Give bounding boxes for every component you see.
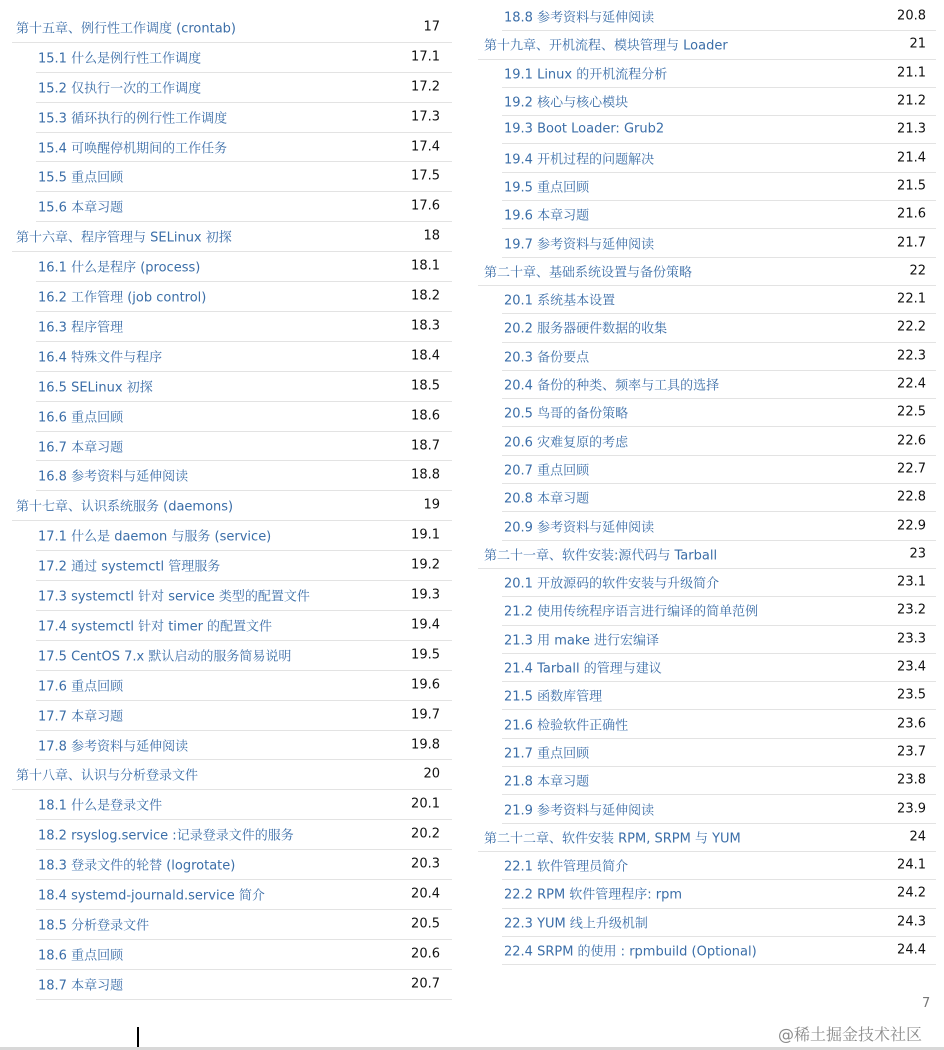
toc-section-row[interactable]	[36, 730, 452, 761]
toc-entry-title[interactable]: 20.2 服务器硬件数据的收集	[504, 321, 668, 337]
toc-entry-title[interactable]: 16.7 本章习题	[38, 440, 124, 456]
toc-entry-title[interactable]: 20.9 参考资料与延伸阅读	[504, 520, 655, 536]
toc-entry-page-number: 19.7	[411, 707, 440, 723]
toc-section-row[interactable]	[36, 670, 452, 701]
toc-entry-title[interactable]: 15.3 循环执行的例行性工作调度	[38, 111, 228, 127]
toc-section-row[interactable]	[502, 313, 936, 342]
toc-section-row[interactable]	[502, 681, 936, 710]
toc-entry-title[interactable]: 16.8 参考资料与延伸阅读	[38, 469, 189, 485]
toc-entry-page-number: 23.9	[897, 801, 926, 817]
toc-entry-title[interactable]: 第十九章、开机流程、模块管理与 Loader	[484, 38, 728, 54]
toc-section-row[interactable]	[502, 115, 936, 144]
toc-entry-page-number: 19.3	[411, 587, 440, 603]
toc-section-row[interactable]	[36, 401, 452, 432]
toc-entry-page-number: 18.1	[411, 258, 440, 274]
toc-entry-page-number: 22.2	[897, 319, 926, 335]
toc-section-row[interactable]	[36, 849, 452, 880]
toc-entry-page-number: 24.1	[897, 857, 926, 873]
toc-section-row[interactable]	[36, 879, 452, 910]
toc-section-row[interactable]	[36, 311, 452, 342]
toc-entry-page-number: 18.5	[411, 378, 440, 394]
toc-entry-title[interactable]: 15.2 仅执行一次的工作调度	[38, 81, 202, 97]
toc-entry-page-number: 21.1	[897, 65, 926, 81]
toc-entry-title[interactable]: 17.2 通过 systemctl 管理服务	[38, 559, 221, 575]
toc-entry-page-number: 20.7	[411, 976, 440, 992]
toc-entry-title[interactable]: 20.4 备份的种类、频率与工具的选择	[504, 378, 720, 394]
toc-section-row[interactable]	[502, 342, 936, 371]
toc-section-row[interactable]	[502, 596, 936, 625]
toc-entry-title[interactable]: 21.6 检验软件正确性	[504, 718, 629, 734]
toc-entry-page-number: 19.6	[411, 677, 440, 693]
toc-entry-page-number: 23.1	[897, 574, 926, 590]
toc-entry-page-number: 17.3	[411, 109, 440, 125]
toc-entry-page-number: 18.6	[411, 408, 440, 424]
toc-entry-page-number: 19	[423, 497, 440, 513]
toc-section-row[interactable]	[36, 939, 452, 970]
toc-section-row[interactable]	[36, 909, 452, 940]
toc-entry-title[interactable]: 19.7 参考资料与延伸阅读	[504, 237, 655, 253]
toc-entry-title[interactable]: 20.7 重点回顾	[504, 463, 590, 479]
toc-entry-page-number: 22.7	[897, 461, 926, 477]
toc-entry-page-number: 18.3	[411, 318, 440, 334]
toc-chapter-row[interactable]	[12, 760, 452, 791]
toc-entry-title[interactable]: 16.2 工作管理 (job control)	[38, 290, 207, 306]
toc-entry-title[interactable]: 21.7 重点回顾	[504, 746, 590, 762]
toc-entry-page-number: 24.2	[897, 885, 926, 901]
toc-section-row[interactable]	[502, 144, 936, 173]
toc-entry-title[interactable]: 第二十二章、软件安装 RPM, SRPM 与 YUM	[484, 831, 741, 847]
toc-section-row[interactable]	[502, 794, 936, 823]
toc-entry-page-number: 19.4	[411, 617, 440, 633]
toc-entry-page-number: 22.8	[897, 489, 926, 505]
toc-entry-title[interactable]: 20.5 鸟哥的备份策略	[504, 406, 629, 422]
toc-section-row[interactable]	[502, 172, 936, 201]
toc-entry-page-number: 17	[423, 19, 440, 35]
text-cursor	[137, 1027, 139, 1047]
toc-entry-page-number: 23.6	[897, 716, 926, 732]
toc-entry-title[interactable]: 22.4 SRPM 的使用 : rpmbuild (Optional)	[504, 944, 757, 960]
toc-section-row[interactable]	[36, 162, 452, 193]
toc-section-row[interactable]	[502, 511, 936, 540]
toc-section-row[interactable]	[502, 738, 936, 767]
toc-entry-page-number: 17.6	[411, 198, 440, 214]
toc-entry-title[interactable]: 第十八章、认识与分析登录文件	[16, 768, 199, 784]
toc-entry-title[interactable]: 22.2 RPM 软件管理程序: rpm	[504, 887, 683, 903]
toc-entry-title[interactable]: 17.3 systemctl 针对 service 类型的配置文件	[38, 589, 310, 605]
toc-entry-title[interactable]: 第十五章、例行性工作调度 (crontab)	[16, 21, 236, 37]
toc-section-row[interactable]	[36, 520, 452, 551]
toc-entry-page-number: 21.3	[897, 121, 926, 137]
toc-section-row[interactable]	[502, 710, 936, 739]
toc-entry-title[interactable]: 18.3 登录文件的轮替 (logrotate)	[38, 858, 236, 874]
toc-entry-title[interactable]: 17.1 什么是 daemon 与服务 (service)	[38, 529, 272, 545]
toc-section-row[interactable]	[502, 228, 936, 257]
toc-entry-page-number: 21	[909, 36, 926, 52]
toc-entry-page-number: 22.1	[897, 291, 926, 307]
toc-section-row[interactable]	[36, 72, 452, 103]
toc-section-row[interactable]	[502, 625, 936, 654]
toc-section-row[interactable]	[36, 969, 452, 1000]
toc-entry-title[interactable]: 22.1 软件管理员简介	[504, 859, 629, 875]
toc-entry-title[interactable]: 21.9 参考资料与延伸阅读	[504, 803, 655, 819]
toc-entry-title[interactable]: 19.3 Boot Loader: Grub2	[504, 121, 665, 137]
watermark: @稀土掘金技术社区	[778, 1025, 923, 1044]
toc-entry-page-number: 23.4	[897, 659, 926, 675]
toc-entry-page-number: 20.8	[897, 8, 926, 24]
toc-entry-page-number: 22	[909, 263, 926, 279]
toc-entry-page-number: 19.8	[411, 737, 440, 753]
toc-entry-title[interactable]: 16.4 特殊文件与程序	[38, 350, 163, 366]
toc-entry-page-number: 22.4	[897, 376, 926, 392]
toc-section-row[interactable]	[36, 580, 452, 611]
toc-section-row[interactable]	[502, 398, 936, 427]
toc-section-row[interactable]	[502, 766, 936, 795]
toc-entry-title[interactable]: 19.2 核心与核心模块	[504, 95, 629, 111]
page-number: 7	[922, 996, 931, 1011]
toc-entry-page-number: 22.5	[897, 404, 926, 420]
toc-section-row[interactable]	[502, 59, 936, 88]
toc-section-row[interactable]	[502, 87, 936, 116]
toc-entry-title[interactable]: 18.2 rsyslog.service :记录登录文件的服务	[38, 828, 294, 844]
toc-entry-title[interactable]: 17.7 本章习题	[38, 709, 124, 725]
toc-entry-title[interactable]: 18.8 参考资料与延伸阅读	[504, 10, 655, 26]
toc-section-row[interactable]	[36, 431, 452, 462]
toc-entry-page-number: 22.9	[897, 518, 926, 534]
toc-entry-page-number: 20.6	[411, 946, 440, 962]
toc-entry-page-number: 18.8	[411, 467, 440, 483]
toc-section-row[interactable]	[36, 700, 452, 731]
toc-section-row[interactable]	[36, 102, 452, 133]
toc-section-row[interactable]	[502, 568, 936, 597]
toc-section-row[interactable]	[36, 42, 452, 73]
toc-entry-title[interactable]: 第十六章、程序管理与 SELinux 初探	[16, 230, 232, 246]
toc-entry-page-number: 20.3	[411, 856, 440, 872]
toc-entry-title[interactable]: 17.4 systemctl 针对 timer 的配置文件	[38, 619, 273, 635]
toc-entry-title[interactable]: 21.5 函数库管理	[504, 689, 603, 705]
toc-entry-title[interactable]: 20.6 灾难复原的考虑	[504, 435, 629, 451]
toc-entry-title[interactable]: 15.5 重点回顾	[38, 170, 124, 186]
toc-entry-page-number: 24.3	[897, 914, 926, 930]
toc-entry-title[interactable]: 16.6 重点回顾	[38, 410, 124, 426]
toc-chapter-row[interactable]	[12, 12, 452, 43]
toc-entry-title[interactable]: 16.1 什么是程序 (process)	[38, 260, 201, 276]
toc-entry-title[interactable]: 18.5 分析登录文件	[38, 918, 150, 934]
toc-entry-title[interactable]: 17.5 CentOS 7.x 默认启动的服务简易说明	[38, 649, 292, 665]
toc-entry-title[interactable]: 第十七章、认识系统服务 (daemons)	[16, 499, 234, 515]
toc-chapter-row[interactable]	[478, 30, 936, 59]
toc-entry-page-number: 24	[909, 829, 926, 845]
toc-entry-page-number: 19.5	[411, 647, 440, 663]
toc-chapter-row[interactable]	[12, 490, 452, 521]
toc-section-row[interactable]	[502, 2, 936, 31]
toc-entry-page-number: 23.2	[897, 602, 926, 618]
toc-chapter-row[interactable]	[478, 257, 936, 286]
toc-entry-title[interactable]: 16.5 SELinux 初探	[38, 380, 153, 396]
toc-entry-title[interactable]: 20.8 本章习题	[504, 491, 590, 507]
toc-entry-title[interactable]: 18.1 什么是登录文件	[38, 798, 163, 814]
toc-section-row[interactable]	[502, 879, 936, 908]
toc-chapter-row[interactable]	[478, 823, 936, 852]
toc-entry-title[interactable]: 21.3 用 make 进行宏编译	[504, 633, 660, 649]
toc-entry-page-number: 17.5	[411, 168, 440, 184]
toc-entry-page-number: 18.7	[411, 438, 440, 454]
toc-entry-page-number: 21.2	[897, 93, 926, 109]
toc-chapter-row[interactable]	[478, 540, 936, 569]
toc-entry-page-number: 18	[423, 228, 440, 244]
toc-section-row[interactable]	[36, 191, 452, 222]
toc-entry-title[interactable]: 21.2 使用传统程序语言进行编译的简单范例	[504, 604, 759, 620]
toc-section-row[interactable]	[36, 371, 452, 402]
toc-entry-page-number: 20.4	[411, 886, 440, 902]
toc-entry-title[interactable]: 15.4 可唤醒停机期间的工作任务	[38, 141, 228, 157]
toc-section-row[interactable]	[502, 200, 936, 229]
toc-entry-page-number: 20	[423, 766, 440, 782]
toc-entry-title[interactable]: 18.7 本章习题	[38, 978, 124, 994]
toc-section-row[interactable]	[36, 789, 452, 820]
toc-section-row[interactable]	[502, 455, 936, 484]
toc-entry-page-number: 22.6	[897, 433, 926, 449]
toc-entry-title[interactable]: 15.6 本章习题	[38, 200, 124, 216]
toc-entry-page-number: 23.5	[897, 687, 926, 703]
toc-section-row[interactable]	[36, 281, 452, 312]
toc-entry-page-number: 23.3	[897, 631, 926, 647]
toc-entry-page-number: 19.1	[411, 527, 440, 543]
toc-entry-title[interactable]: 20.3 备份要点	[504, 350, 590, 366]
toc-entry-page-number: 20.1	[411, 796, 440, 812]
toc-entry-title[interactable]: 21.4 Tarball 的管理与建议	[504, 661, 662, 677]
toc-entry-title[interactable]: 22.3 YUM 线上升级机制	[504, 916, 648, 932]
toc-entry-page-number: 21.4	[897, 150, 926, 166]
toc-section-row[interactable]	[502, 370, 936, 399]
toc-section-row[interactable]	[502, 427, 936, 456]
toc-entry-page-number: 21.7	[897, 235, 926, 251]
toc-entry-title[interactable]: 20.1 开放源码的软件安装与升级简介	[504, 576, 720, 592]
toc-entry-title[interactable]: 第二十一章、软件安装:源代码与 Tarball	[484, 548, 718, 564]
toc-entry-page-number: 20.2	[411, 826, 440, 842]
toc-entry-page-number: 23.8	[897, 772, 926, 788]
toc-entry-page-number: 23.7	[897, 744, 926, 760]
toc-section-row[interactable]	[36, 132, 452, 163]
toc-section-row[interactable]	[36, 341, 452, 372]
toc-entry-title[interactable]: 16.3 程序管理	[38, 320, 124, 336]
toc-entry-title[interactable]: 20.1 系统基本设置	[504, 293, 616, 309]
toc-section-row[interactable]	[36, 550, 452, 581]
toc-entry-title[interactable]: 17.8 参考资料与延伸阅读	[38, 739, 189, 755]
toc-chapter-row[interactable]	[12, 221, 452, 252]
toc-section-row[interactable]	[502, 653, 936, 682]
toc-entry-page-number: 17.4	[411, 139, 440, 155]
toc-entry-page-number: 21.5	[897, 178, 926, 194]
toc-entry-page-number: 19.2	[411, 557, 440, 573]
toc-section-row[interactable]	[36, 610, 452, 641]
toc-section-row[interactable]	[36, 640, 452, 671]
toc-section-row[interactable]	[502, 908, 936, 937]
toc-section-row[interactable]	[502, 483, 936, 512]
toc-entry-title[interactable]: 18.6 重点回顾	[38, 948, 124, 964]
toc-section-row[interactable]	[502, 285, 936, 314]
toc-section-row[interactable]	[36, 251, 452, 282]
toc-entry-title[interactable]: 15.1 什么是例行性工作调度	[38, 51, 202, 67]
toc-entry-title[interactable]: 19.1 Linux 的开机流程分析	[504, 67, 668, 83]
toc-section-row[interactable]	[502, 936, 936, 965]
toc-entry-title[interactable]: 17.6 重点回顾	[38, 679, 124, 695]
toc-entry-page-number: 21.6	[897, 206, 926, 222]
toc-entry-title[interactable]: 第二十章、基础系统设置与备份策略	[484, 265, 693, 281]
toc-entry-page-number: 22.3	[897, 348, 926, 364]
toc-entry-page-number: 17.2	[411, 79, 440, 95]
toc-entry-title[interactable]: 19.6 本章习题	[504, 208, 590, 224]
toc-entry-title[interactable]: 21.8 本章习题	[504, 774, 590, 790]
toc-entry-title[interactable]: 19.4 开机过程的问题解决	[504, 152, 655, 168]
toc-entry-title[interactable]: 19.5 重点回顾	[504, 180, 590, 196]
toc-entry-page-number: 24.4	[897, 942, 926, 958]
toc-section-row[interactable]	[502, 851, 936, 880]
toc-section-row[interactable]	[36, 461, 452, 492]
toc-entry-page-number: 17.1	[411, 49, 440, 65]
toc-entry-page-number: 20.5	[411, 916, 440, 932]
toc-entry-title[interactable]: 18.4 systemd-journald.service 简介	[38, 888, 265, 904]
toc-entry-page-number: 18.2	[411, 288, 440, 304]
toc-entry-page-number: 23	[909, 546, 926, 562]
toc-section-row[interactable]	[36, 819, 452, 850]
toc-entry-page-number: 18.4	[411, 348, 440, 364]
